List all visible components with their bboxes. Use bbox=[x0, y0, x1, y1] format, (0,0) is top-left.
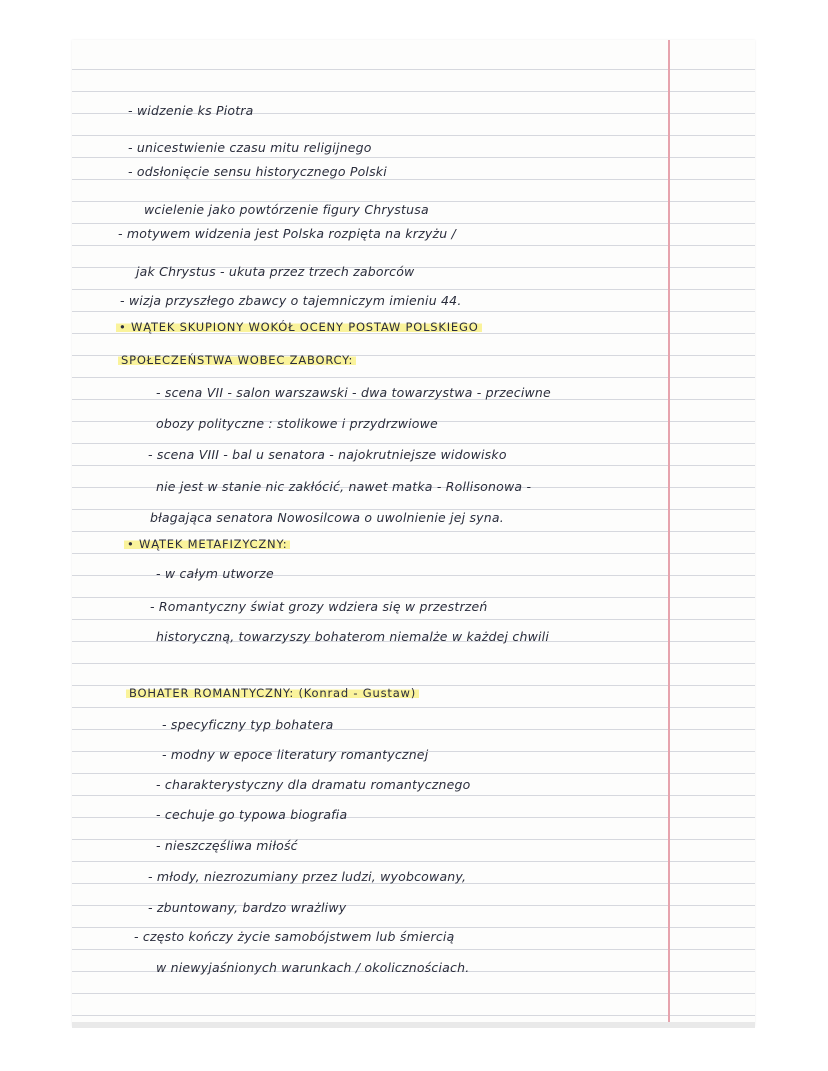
note-line-7: - wizja przyszłego zbawcy o tajemniczym imieniu 44. bbox=[120, 293, 462, 308]
note-line-22: - charakterystyczny dla dramatu romantycznego bbox=[156, 777, 471, 792]
note-line-5: - motywem widzenia jest Polska rozpięta na krzyżu / bbox=[118, 226, 456, 241]
note-line-23: - cechuje go typowa biografia bbox=[156, 807, 348, 822]
highlighted-heading: • WĄTEK METAFIZYCZNY: bbox=[124, 537, 290, 551]
note-line-4: wcielenie jako powtórzenie figury Chrystusa bbox=[144, 202, 429, 217]
note-line-21: - modny w epoce literatury romantycznej bbox=[162, 747, 429, 762]
note-line-13: nie jest w stanie nic zakłócić, nawet matka - Rollisonowa - bbox=[156, 479, 532, 494]
highlighted-heading: • WĄTEK SKUPIONY WOKÓŁ OCENY POSTAW POLSKIEGO bbox=[116, 320, 482, 334]
note-line-8 bbox=[116, 320, 482, 334]
note-line-11: obozy polityczne : stolikowe i przydrzwiowe bbox=[156, 416, 438, 431]
note-line-2: - unicestwienie czasu mitu religijnego bbox=[128, 140, 372, 155]
note-line-20: - specyficzny typ bohatera bbox=[162, 717, 334, 732]
note-line-14: błagająca senatora Nowosilcowa o uwolnienie jej syna. bbox=[150, 510, 504, 525]
note-line-25: - młody, niezrozumiany przez ludzi, wyobcowany, bbox=[148, 869, 467, 884]
note-line-26: - zbuntowany, bardzo wrażliwy bbox=[148, 900, 347, 915]
note-line-18: historyczną, towarzyszy bohaterom niemalże w każdej chwili bbox=[156, 629, 550, 644]
note-line-19 bbox=[126, 686, 419, 700]
highlighted-heading: BOHATER ROMANTYCZNY: (Konrad - Gustaw) bbox=[126, 686, 419, 700]
note-line-28: w niewyjaśnionych warunkach / okolicznościach. bbox=[156, 960, 470, 975]
note-line-24: - nieszczęśliwa miłość bbox=[156, 838, 298, 853]
note-line-16: - w całym utworze bbox=[156, 566, 274, 581]
note-line-6: jak Chrystus - ukuta przez trzech zaborców bbox=[136, 264, 415, 279]
highlighted-heading: SPOŁECZEŃSTWA WOBEC ZABORCY: bbox=[118, 353, 356, 367]
note-line-15 bbox=[124, 537, 290, 551]
note-line-1: - widzenie ks Piotra bbox=[128, 103, 254, 118]
note-line-12: - scena VIII - bal u senatora - najokrutniejsze widowisko bbox=[148, 447, 507, 462]
note-line-3: - odsłonięcie sensu historycznego Polski bbox=[128, 164, 387, 179]
note-line-10: - scena VII - salon warszawski - dwa towarzystwa - przeciwne bbox=[156, 385, 551, 400]
note-line-27: - często kończy życie samobójstwem lub śmiercią bbox=[134, 929, 455, 944]
page-bottom-edge bbox=[72, 1022, 755, 1028]
note-line-9 bbox=[118, 353, 356, 367]
note-line-17: - Romantyczny świat grozy wdziera się w przestrzeń bbox=[150, 599, 488, 614]
